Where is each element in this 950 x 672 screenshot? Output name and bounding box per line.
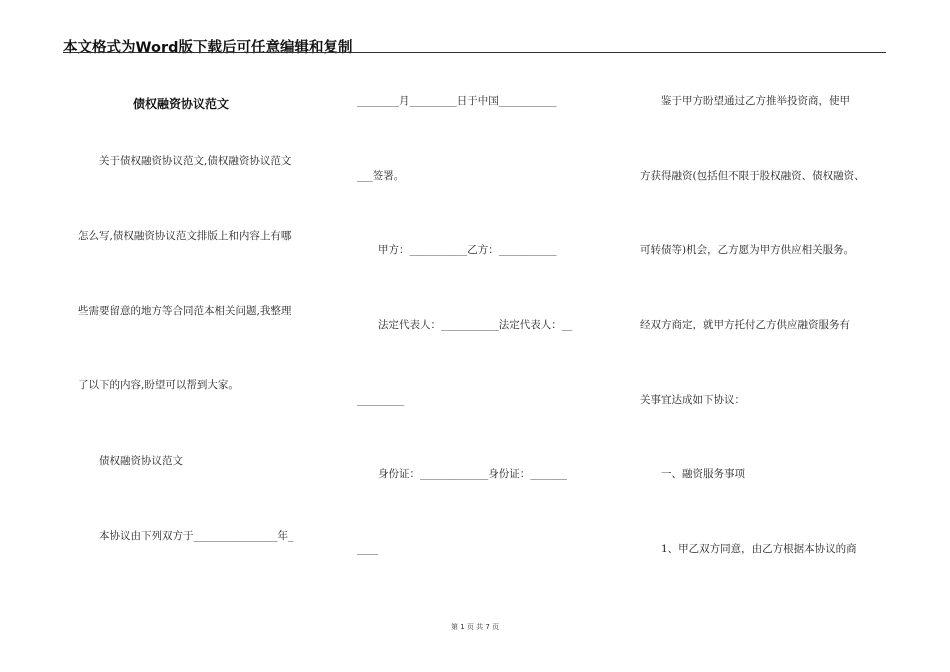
document-header-title: 本文格式为Word版下载后可任意编辑和复制	[63, 40, 353, 56]
paragraph-line: 了以下的内容,盼望可以帮到大家。	[78, 379, 239, 391]
paragraph-line: 些需要留意的地方等合同范本相关问题,我整理	[78, 305, 292, 317]
paragraph-line: 债权融资协议范文	[78, 455, 183, 467]
paragraph-line: 关于债权融资协议范文,债权融资协议范文	[78, 155, 292, 167]
paragraph-line: 本协议由下列双方于________________年_	[78, 530, 294, 542]
paragraph-line: 方获得融资(包括但不限于股权融资、债权融资、	[640, 170, 865, 182]
paragraph-line: _________	[357, 394, 405, 406]
text-column-1	[78, 0, 323, 610]
document-title: 债权融资协议范文	[133, 97, 230, 111]
paragraph-line: 身份证：_____________身份证：_______	[357, 468, 567, 480]
text-column-3	[640, 0, 890, 610]
paragraph-line: 1、甲乙双方同意，由乙方根据本协议的商	[640, 543, 857, 555]
paragraph-line: ________月_________日于中国___________	[357, 95, 557, 107]
paragraph-line: ____	[357, 543, 378, 555]
paragraph-line: 关事宜达成如下协议：	[640, 394, 745, 406]
paragraph-line: 怎么写,债权融资协议范文排版上和内容上有哪	[78, 230, 292, 242]
text-column-2	[357, 0, 607, 610]
paragraph-line: 可转债等)机会，乙方愿为甲方供应相关服务。	[640, 244, 855, 256]
paragraph-line: 一、融资服务事项	[640, 468, 745, 480]
paragraph-line: 甲方：___________乙方：___________	[357, 244, 557, 256]
paragraph-line: 经双方商定，就甲方托付乙方供应融资服务有	[640, 319, 850, 331]
paragraph-line: ___签署。	[357, 170, 405, 182]
page-indicator: 第 1 页 共 7 页	[450, 623, 500, 631]
paragraph-line: 法定代表人：___________法定代表人：__	[357, 319, 573, 331]
paragraph-line: 鉴于甲方盼望通过乙方推举投资商，使甲	[640, 95, 850, 107]
